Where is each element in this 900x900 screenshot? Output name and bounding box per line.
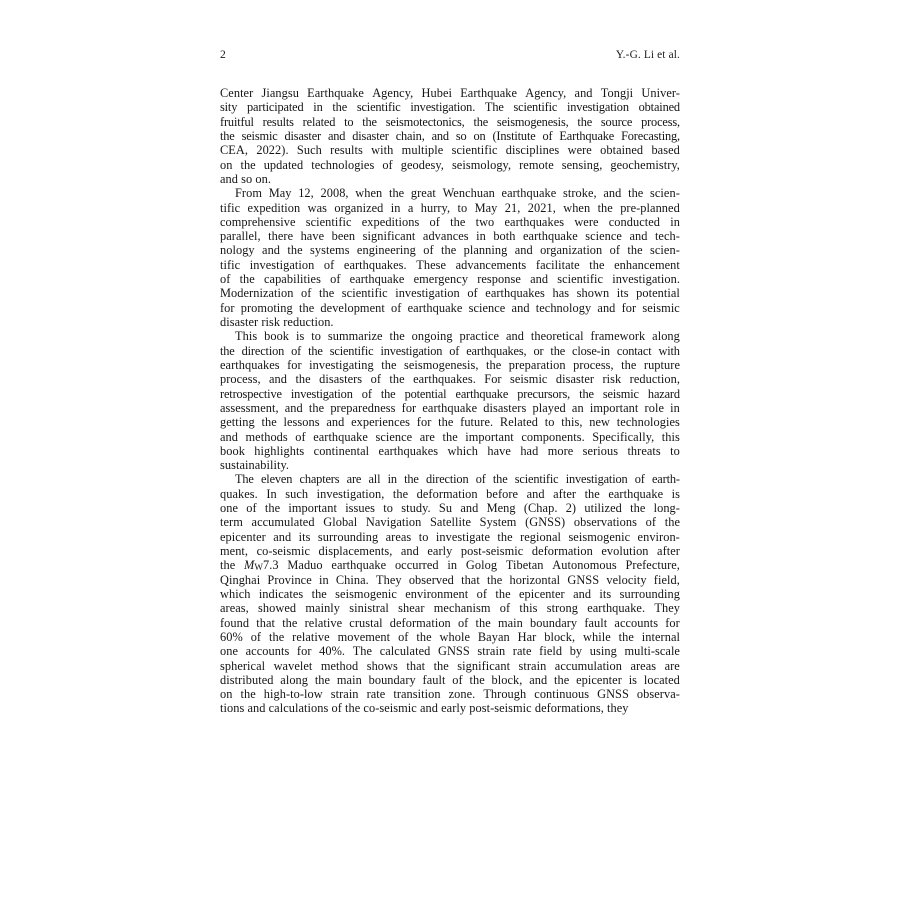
text-line: tions and calculations of the co-seismic and early post-seismic deformations, they — [220, 701, 629, 716]
text-line: ment, co-seismic displacements, and early post-seismic deformation evolution after — [220, 544, 680, 558]
text-line: getting the lessons and experiences for the future. Related to this, new technologies — [220, 415, 680, 430]
text-line: and so on. — [220, 171, 272, 186]
page-number: 2 — [220, 48, 226, 61]
paragraph-1 — [220, 86, 680, 186]
text-line: of the capabilities of earthquake emergency response and scientific investigation. — [220, 272, 680, 287]
text-line: 60% of the relative movement of the whole Bayan Har block, while the internal — [220, 629, 680, 644]
text-line: which indicates the seismogenic environment of the epicenter and its surrounding — [220, 586, 680, 601]
text-line: parallel, there have been significant advances in both earthquake science and tech- — [220, 229, 680, 244]
text-line: sustainability. — [220, 458, 290, 473]
text-line: quakes. In such investigation, the deformation before and after the earthquake is — [220, 486, 680, 501]
text-line: assessment, and the preparedness for earthquake disasters played an important role in — [220, 400, 680, 415]
text-line: Modernization of the scientific investigation of earthquakes has shown its potential — [220, 286, 680, 301]
text-line: for promoting the development of earthquake science and technology and for seismic — [220, 300, 680, 315]
text-line: fruitful results related to the seismotectonics, the seismogenesis, the source process, — [220, 114, 680, 129]
text-line: one accounts for 40%. The calculated GNSS strain rate field by using multi-scale — [220, 644, 680, 659]
text-line: tific expedition was organized in a hurry, to May 21, 2021, when the pre-planned — [220, 200, 680, 215]
text-line: tific investigation of earthquakes. These advancements facilitate the enhancement — [220, 257, 680, 272]
text-line: on the updated technologies of geodesy, seismology, remote sensing, geochemistry, — [220, 157, 680, 172]
paragraph-2 — [220, 186, 680, 329]
text-line: areas, showed mainly sinistral shear mechanism of this strong earthquake. They — [220, 601, 680, 616]
text-line: one of the important issues to study. Su and Meng (Chap. 2) utilized the long- — [220, 501, 680, 516]
text-line: The eleven chapters are all in the direction of the scientific investigation of earth- — [235, 472, 680, 487]
running-head — [220, 48, 680, 62]
text-line: book highlights continental earthquakes which have had more serious threats to — [220, 443, 680, 458]
text-line: epicenter and its surrounding areas to investigate the regional seismogenic environ- — [220, 529, 680, 544]
text-line: term accumulated Global Navigation Satellite System (GNSS) observations of the — [220, 515, 680, 530]
text-line: sity participated in the scientific investigation. The scientific investigation obtained — [220, 100, 680, 115]
text-line: Qinghai Province in China. They observed that the horizontal GNSS velocity field, — [220, 572, 680, 587]
paragraph-3 — [220, 329, 680, 472]
text-line: the seismic disaster and disaster chain, and so on (Institute of Earthquake Forecasting, — [220, 128, 680, 143]
text-line: process, and the disasters of the earthquakes. For seismic disaster risk reduction, — [220, 372, 680, 387]
text-line: the direction of the scientific investigation of earthquakes, or the close-in contact with — [220, 343, 680, 358]
text-line: comprehensive scientific expeditions of the two earthquakes were conducted in — [220, 214, 680, 229]
text-line: nology and the systems engineering of the planning and organization of the scien- — [220, 243, 680, 258]
text-line: on the high-to-low strain rate transition zone. Through continuous GNSS observa- — [220, 687, 680, 702]
text-line: This book is to summarize the ongoing practice and theoretical framework along — [235, 329, 680, 344]
paragraph-4 — [220, 472, 680, 715]
text-line: the MW7.3 Maduo earthquake occurred in Golog Tibetan Autonomous Prefecture, — [220, 558, 680, 573]
text-line: CEA, 2022). Such results with multiple scientific disciplines were obtained based — [220, 143, 680, 158]
body-text-block — [220, 86, 680, 716]
text-line: found that the relative crustal deformation of the main boundary fault accounts for — [220, 615, 680, 630]
text-line: retrospective investigation of the potential earthquake precursors, the seismic hazard — [220, 386, 680, 401]
text-line: disaster risk reduction. — [220, 315, 334, 329]
running-head-authors: Y.-G. Li et al. — [615, 49, 680, 61]
text-line: Center Jiangsu Earthquake Agency, Hubei Earthquake Agency, and Tongji Univer- — [220, 86, 680, 100]
text-line: From May 12, 2008, when the great Wenchuan earthquake stroke, and the scien- — [235, 186, 680, 201]
text-line: and methods of earthquake science are the important components. Specifically, this — [220, 429, 680, 444]
text-line: spherical wavelet method shows that the significant strain accumulation areas are — [220, 658, 680, 673]
text-line: distributed along the main boundary fault of the block, and the epicenter is located — [220, 672, 680, 687]
text-line: earthquakes for investigating the seismogenesis, the preparation process, the rupture — [220, 357, 680, 372]
